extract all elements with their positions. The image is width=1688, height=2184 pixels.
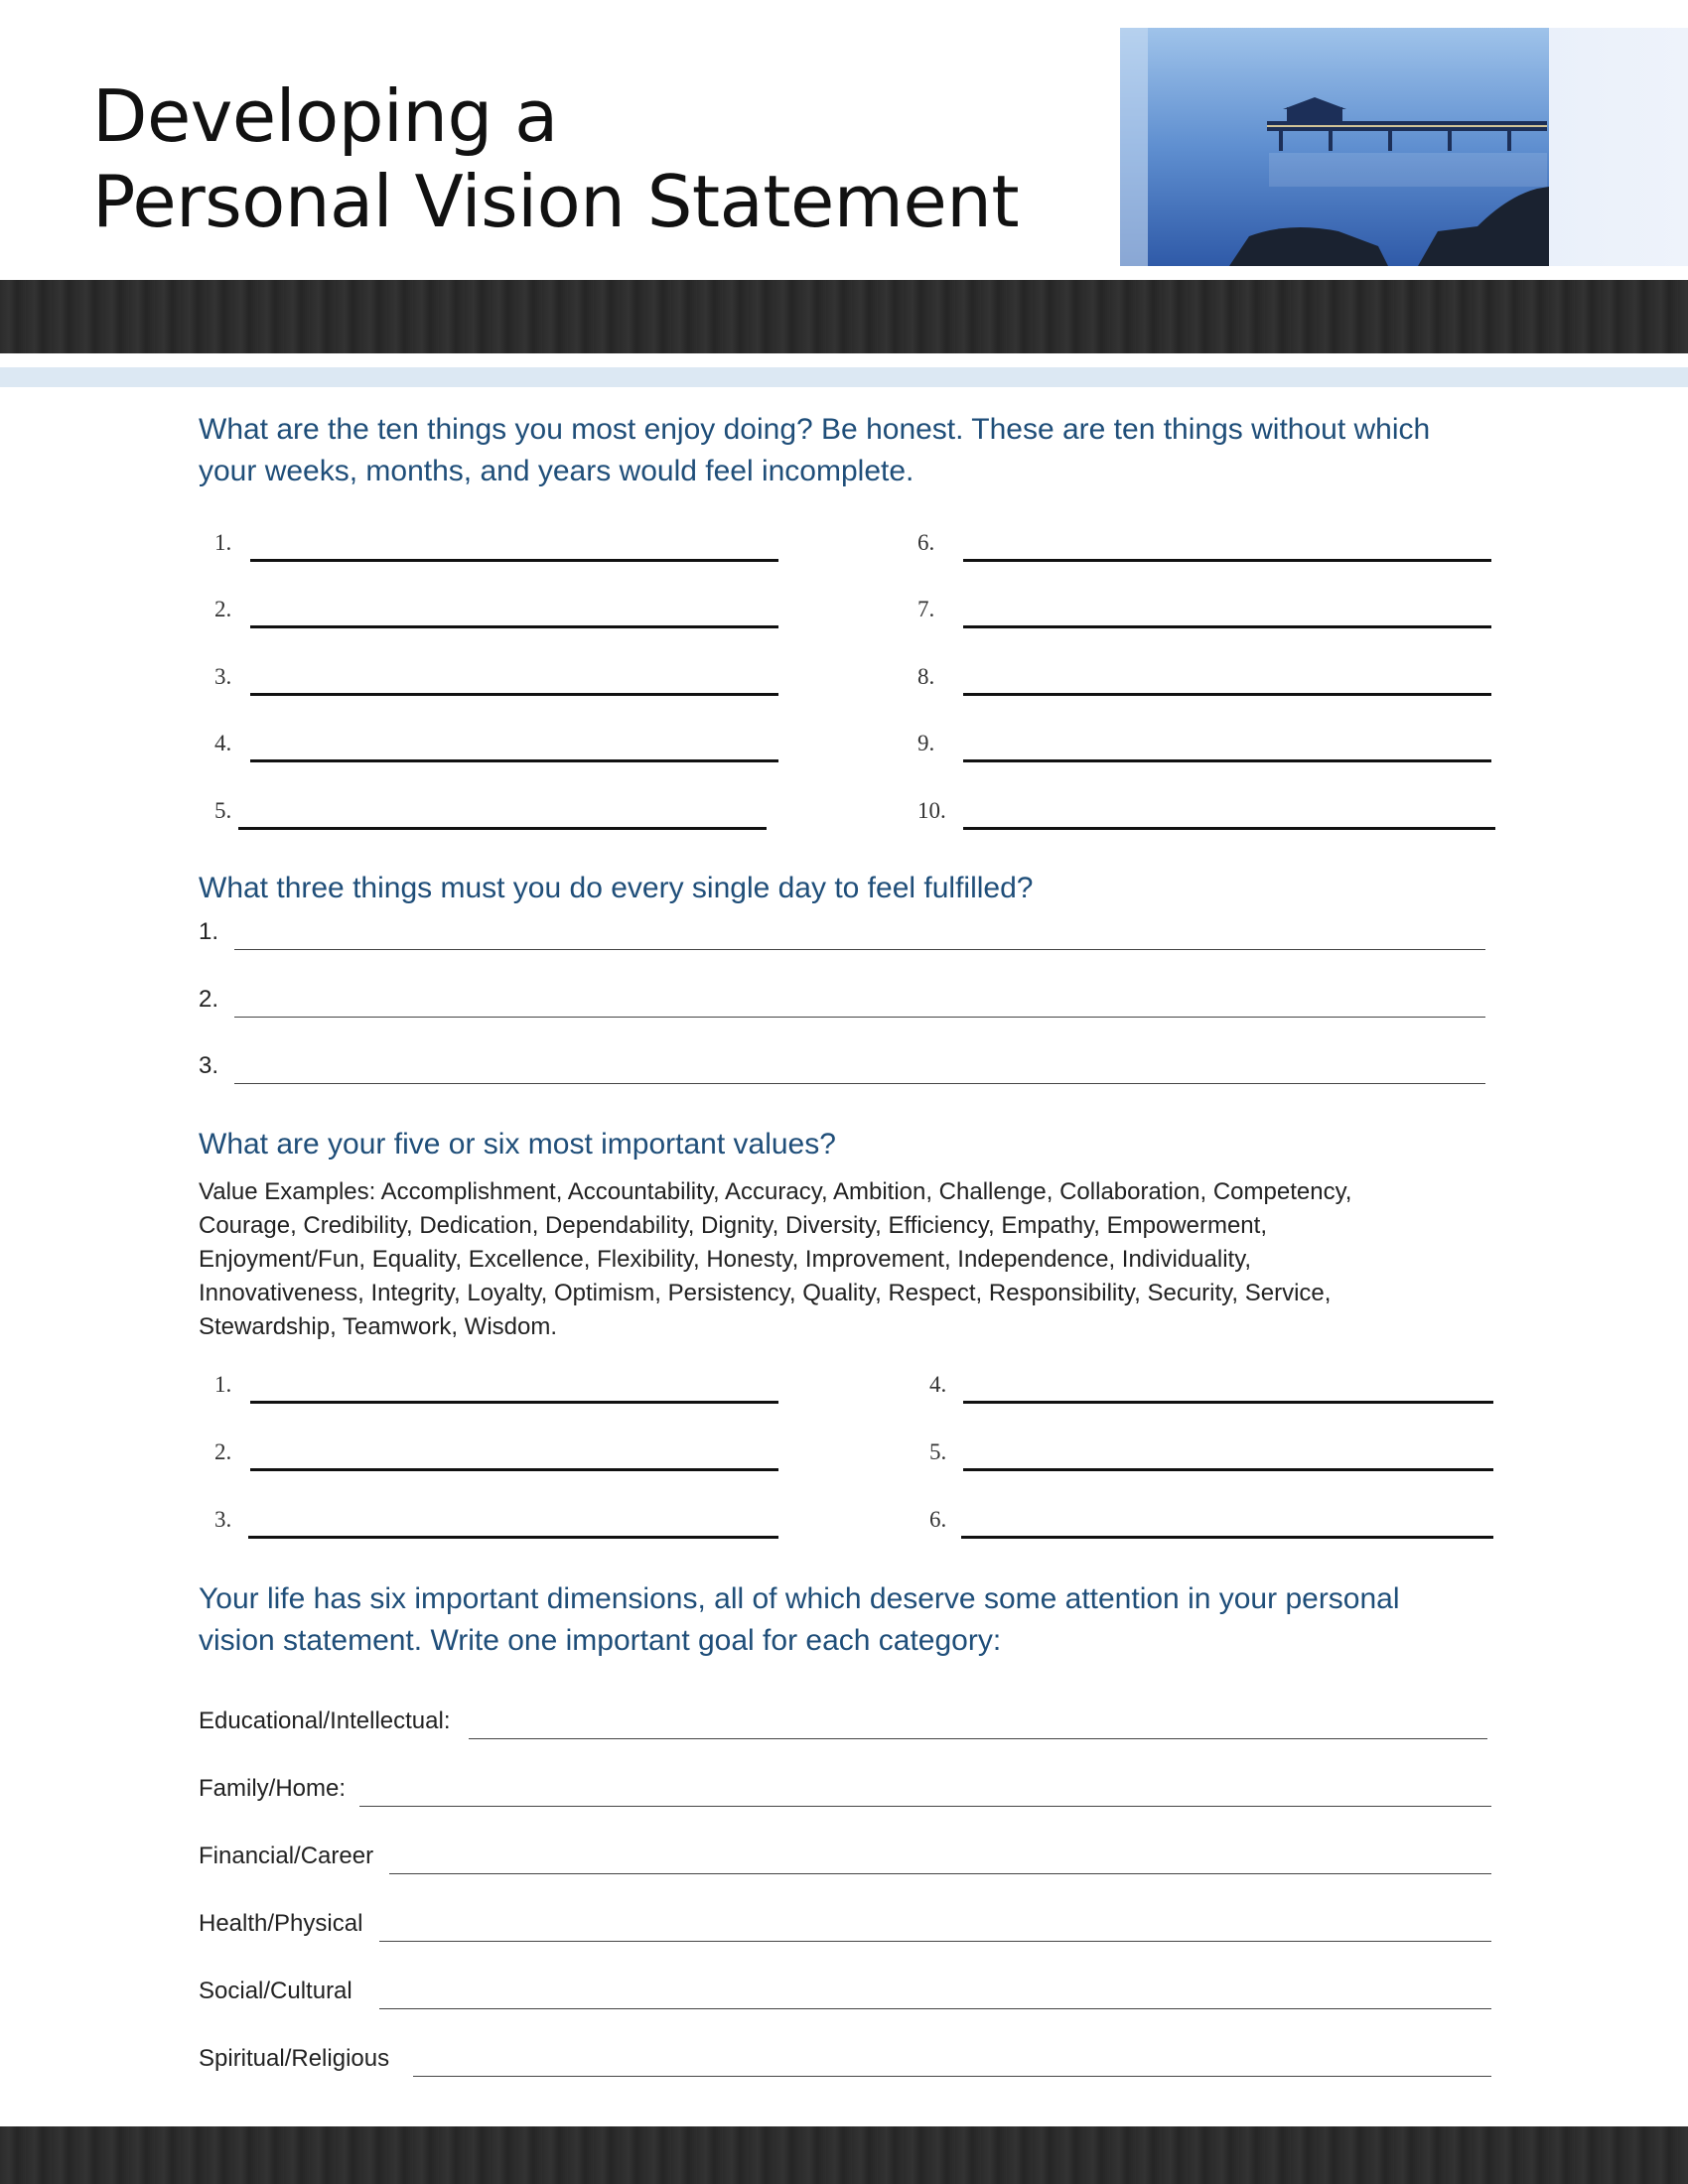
- goal-health[interactable]: [199, 1902, 1493, 1942]
- daily-item-1[interactable]: [199, 910, 1489, 950]
- value-item-3[interactable]: [214, 1499, 780, 1539]
- question-ten-things: What are the ten things you most enjoy doing? Be honest. These are ten things without which your weeks, months, and years would feel incomplete.: [199, 413, 1431, 487]
- enjoy-item-4[interactable]: [214, 723, 780, 762]
- item-number: 1.: [199, 918, 219, 945]
- question-values: What are your five or six most important values?: [199, 1128, 836, 1160]
- answer-line[interactable]: [963, 1401, 1493, 1404]
- goal-label: Health/Physical: [199, 1910, 363, 1937]
- answer-line[interactable]: [248, 1536, 778, 1539]
- value-item-1[interactable]: [214, 1364, 780, 1404]
- answer-line[interactable]: [961, 1536, 1493, 1539]
- answer-line[interactable]: [963, 759, 1491, 762]
- answer-line[interactable]: [250, 625, 778, 628]
- item-number: 7.: [917, 597, 935, 621]
- item-number: 4.: [214, 731, 232, 755]
- item-number: 8.: [917, 664, 935, 689]
- item-number: 3.: [214, 1507, 232, 1532]
- enjoy-item-6[interactable]: [917, 522, 1493, 562]
- page-title: [92, 73, 1019, 244]
- goal-financial[interactable]: [199, 1835, 1493, 1874]
- answer-line[interactable]: [963, 693, 1491, 696]
- answer-line[interactable]: [379, 1941, 1491, 1942]
- enjoy-item-2[interactable]: [214, 589, 780, 628]
- item-number: 1.: [214, 530, 232, 555]
- daily-item-2[interactable]: [199, 978, 1489, 1018]
- answer-line[interactable]: [234, 1017, 1485, 1018]
- daily-item-3[interactable]: [199, 1044, 1489, 1084]
- item-number: 6.: [917, 530, 935, 555]
- answer-line[interactable]: [413, 2076, 1491, 2077]
- answer-line[interactable]: [963, 625, 1491, 628]
- goal-social[interactable]: [199, 1970, 1493, 2009]
- item-number: 2.: [214, 597, 232, 621]
- goal-educational[interactable]: [199, 1700, 1489, 1739]
- value-item-2[interactable]: [214, 1432, 780, 1471]
- title-line-2: Personal Vision Statement: [92, 160, 1020, 243]
- goal-label: Spiritual/Religious: [199, 2045, 390, 2072]
- enjoy-item-3[interactable]: [214, 656, 780, 696]
- answer-line[interactable]: [250, 759, 778, 762]
- value-examples: Value Examples: Accomplishment, Accountability, Accuracy, Ambition, Challenge, Collaboration, Competency, Courage, Credibility, Dedication, Dependability, Dignity, Diversity, Efficiency, Empathy, Empowerment, Enjoyment/Fun, Equality, Excellence, Flexibility, Honesty, Improvement, Independence, Individuality, Innovativeness, Integrity, Loyalty, Optimism, Persistency, Quality, Respect, Responsibility, Security, Service, Stewardship, Teamwork, Wisdom.: [199, 1178, 1352, 1340]
- item-number: 1.: [214, 1372, 232, 1397]
- goal-spiritual[interactable]: [199, 2037, 1493, 2077]
- enjoy-item-10[interactable]: [917, 790, 1497, 830]
- enjoy-item-8[interactable]: [917, 656, 1493, 696]
- item-number: 5.: [214, 798, 232, 823]
- answer-line[interactable]: [250, 1468, 778, 1471]
- enjoy-item-7[interactable]: [917, 589, 1493, 628]
- item-number: 5.: [929, 1439, 947, 1464]
- answer-line[interactable]: [963, 559, 1491, 562]
- answer-line[interactable]: [963, 1468, 1493, 1471]
- item-number: 6.: [929, 1507, 947, 1532]
- header-light-band: [0, 367, 1688, 387]
- value-item-5[interactable]: [929, 1432, 1495, 1471]
- item-number: 9.: [917, 731, 935, 755]
- item-number: 3.: [199, 1052, 219, 1079]
- enjoy-item-9[interactable]: [917, 723, 1493, 762]
- answer-line[interactable]: [389, 1873, 1491, 1874]
- answer-line[interactable]: [963, 827, 1495, 830]
- item-number: 2.: [214, 1439, 232, 1464]
- answer-line[interactable]: [234, 949, 1485, 950]
- answer-line[interactable]: [359, 1806, 1491, 1807]
- title-line-1: Developing a: [92, 74, 558, 158]
- question-three-things: What three things must you do every single day to feel fulfilled?: [199, 872, 1034, 904]
- item-number: 4.: [929, 1372, 947, 1397]
- answer-line[interactable]: [234, 1083, 1485, 1084]
- answer-line[interactable]: [250, 693, 778, 696]
- answer-line[interactable]: [250, 559, 778, 562]
- item-number: 10.: [917, 798, 946, 823]
- answer-line[interactable]: [250, 1401, 778, 1404]
- header-pier-photo: [1120, 28, 1688, 266]
- item-number: 3.: [214, 664, 232, 689]
- value-item-4[interactable]: [929, 1364, 1495, 1404]
- goal-label: Educational/Intellectual:: [199, 1707, 451, 1734]
- goal-family[interactable]: [199, 1767, 1493, 1807]
- answer-line[interactable]: [469, 1738, 1487, 1739]
- goal-label: Financial/Career: [199, 1843, 374, 1869]
- goal-label: Social/Cultural: [199, 1978, 352, 2004]
- answer-line[interactable]: [379, 2008, 1491, 2009]
- footer-dark-band: [0, 2126, 1688, 2184]
- answer-line[interactable]: [238, 827, 767, 830]
- header-dark-band: [0, 280, 1688, 353]
- question-life-dimensions: Your life has six important dimensions, all of which deserve some attention in your personal vision statement. Write one important goal for each category:: [199, 1582, 1400, 1657]
- value-item-6[interactable]: [929, 1499, 1495, 1539]
- item-number: 2.: [199, 986, 219, 1013]
- goal-label: Family/Home:: [199, 1775, 347, 1802]
- enjoy-item-5[interactable]: [214, 790, 780, 830]
- enjoy-item-1[interactable]: [214, 522, 780, 562]
